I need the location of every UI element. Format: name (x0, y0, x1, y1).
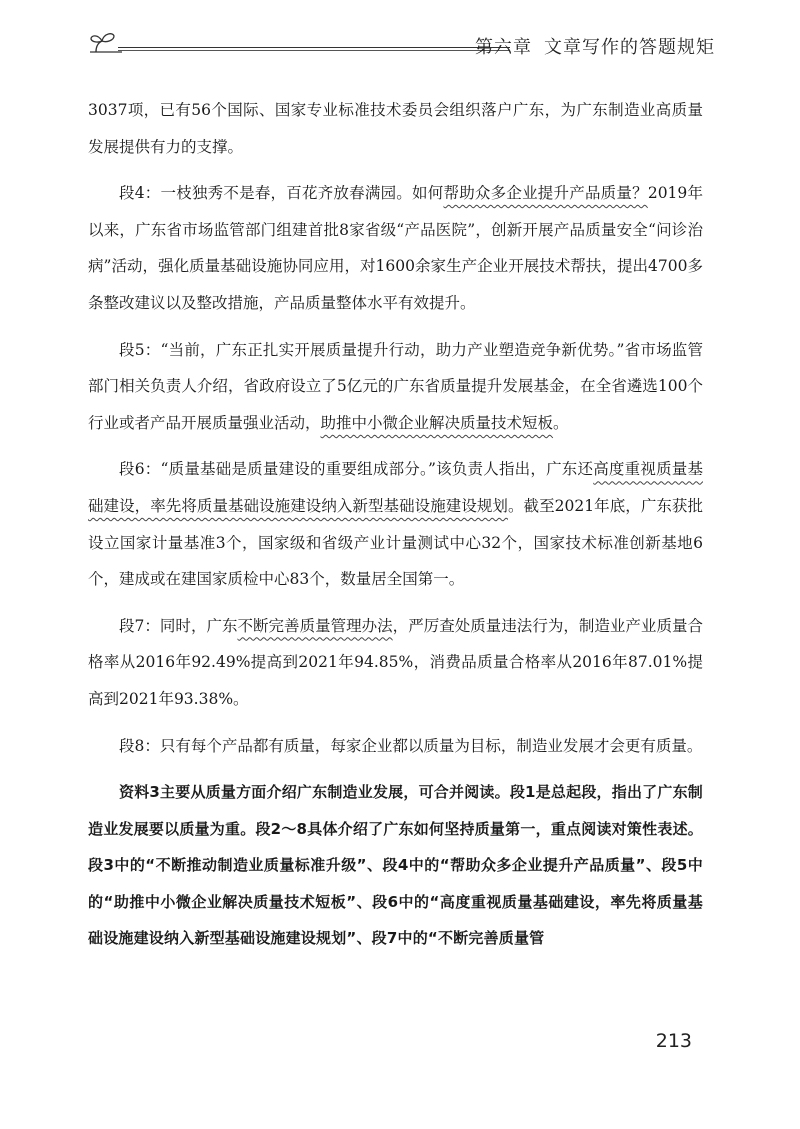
seg6-underlined: 高度重视质量基础建设，率先将质量基础设施建设纳入新型基础设施建设规划 (88, 460, 703, 515)
chapter-number: 第六章 (475, 37, 532, 58)
seg7-text-a: 段7：同时，广东 (119, 616, 238, 635)
seg4-text-b: 2019年以来，广东省市场监管部门组建首批8家省级“产品医院”，创新开展产品质量安全“问诊治病”活动，强化质量基础设施协同应用，对1600余家生产企业开展技术帮扶，提出4700多条整改建议以及整改措施，产品质量整体水平有效提升。 (88, 184, 703, 312)
page-body (88, 92, 703, 967)
seg6-text-b: 。截至2021年底，广东获批设立国家计量基准3个，国家级和省级产业计量测试中心32个，国家技术标准创新基地6个，建成或在建国家质检中心83个，数量居全国第一。 (88, 496, 703, 589)
seg7-text-b: ，严厉查处质量违法行为，制造业产业质量合格率从2016年92.49%提高到2021年94.85%，消费品质量合格率从2016年87.01%提高到2021年93.38%。 (88, 616, 703, 708)
seg4-text-a: 段4：一枝独秀不是春，百花齐放春满园。如何 (119, 184, 444, 203)
paragraph-continuation: 3037项，已有56个国际、国家专业标准技术委员会组织落户广东，为广东制造业高质量发展提供有力的支撑。 (88, 101, 703, 156)
paragraph-analysis: 资料3主要从质量方面介绍广东制造业发展，可合并阅读。段1是总起段，指出了广东制造业发展要以质量为重。段2～8具体介绍了广东如何坚持质量第一，重点阅读对策性表述。段3中的“不断推动制造业质量标准升级”、段4中的“帮助众多企业提升产品质量”、段5中的“助推中小微企业解决质量技术短板”、段6中的“高度重视质量基础建设，率先将质量基础设施建设纳入新型基础设施建设规划”、段7中的“不断完善质量管 (88, 783, 703, 948)
seg5-text-b: 。 (553, 413, 569, 432)
page-number: 213 (655, 1030, 692, 1052)
paragraph-seg6 (88, 451, 703, 597)
seg7-underlined: 不断完善质量管理办法 (237, 616, 393, 635)
header-rule (118, 47, 510, 48)
paragraph-seg8: 段8：只有每个产品都有质量，每家企业都以质量为目标，制造业发展才会更有质量。 (119, 736, 703, 755)
seg6-text-a: 段6：“质量基础是质量建设的重要组成部分。”该负责人指出，广东还 (119, 460, 594, 479)
chapter-title (475, 33, 715, 59)
seg5-underlined: 助推中小微企业解决质量技术短板 (320, 413, 554, 432)
seg4-underlined: 帮助众多企业提升产品质量？ (443, 184, 648, 203)
seg5-text-a: 段5：“当前，广东正扎实开展质量提升行动，助力产业塑造竞争新优势。”省市场监管部门相关负责人介绍，省政府设立了5亿元的广东省质量提升发展基金，在全省遴选100个行业或者产品开展质量强业活动， (88, 340, 703, 432)
running-header (88, 28, 715, 58)
paragraph-seg4 (88, 175, 703, 321)
sprout-icon (88, 28, 122, 58)
header-rule-thin (118, 50, 510, 51)
paragraph-seg7 (88, 608, 703, 718)
chapter-section: 文章写作的答题规矩 (544, 37, 715, 58)
paragraph-seg5 (88, 332, 703, 442)
